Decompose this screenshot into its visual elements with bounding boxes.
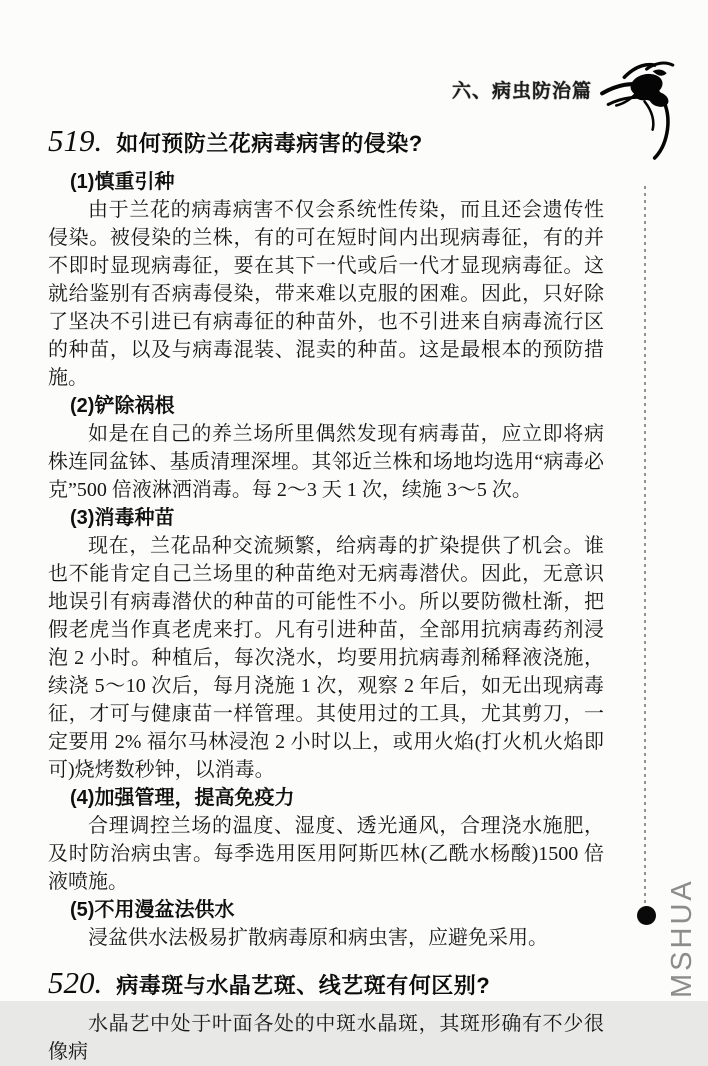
subheading-2: (2)铲除祸根 (70, 395, 175, 417)
question-520-title (48, 966, 604, 1001)
question-519-number: 519. (48, 123, 103, 158)
subheading-1: (1)慎重引种 (70, 171, 175, 193)
orchid-brush-illustration (594, 55, 690, 161)
paragraph-5: 浸盆供水法极易扩散病毒原和病虫害，应避免采用。 (88, 927, 548, 949)
question-520-title-text: 病毒斑与水晶艺斑、线艺斑有何区别? (116, 973, 491, 998)
subheading-3: (3)消毒种苗 (70, 507, 175, 529)
text-block (48, 124, 604, 1066)
paragraph-4: 合理调控兰场的温度、湿度、透光通风，合理浇水施肥，及时防治病虫害。每季选用医用阿斯匹林(乙酰水杨酸)1500 倍液喷施。 (48, 815, 604, 893)
question-519-title-text: 如何预防兰花病毒病害的侵染? (116, 131, 423, 156)
question-520-number: 520. (48, 965, 103, 1000)
margin-dotted-line (644, 186, 646, 904)
subheading-4: (4)加强管理，提高免疫力 (70, 787, 295, 809)
question-519-title (48, 124, 604, 159)
page-marker-dot (637, 906, 656, 925)
paragraph-6: 水晶艺中处于叶面各处的中斑水晶斑，其斑形确有不少很像病 (48, 1013, 604, 1063)
watermark-text: MSHUA (666, 878, 698, 998)
subheading-5: (5)不用漫盆法供水 (70, 899, 235, 921)
paragraph-1: 由于兰花的病毒病害不仅会系统性传染，而且还会遗传性侵染。被侵染的兰株，有的可在短时间内出现病毒征，有的并不即时显现病毒征，要在其下一代或后一代才显现病毒征。这就给鉴别有否病毒侵染，带来难以克服的困难。因此，只好除了坚决不引进已有病毒征的种苗外，也不引进来自病毒流行区的种苗，以及与病毒混装、混卖的种苗。这是最根本的预防措施。 (48, 199, 604, 389)
running-head-section-label: 六、病虫防治篇 (452, 81, 593, 102)
paragraph-2: 如是在自己的养兰场所里偶然发现有病毒苗，应立即将病株连同盆钵、基质清理深埋。其邻近兰株和场地均选用“病毒必克”500 倍液淋洒消毒。每 2～3 天 1 次，续施 3～5 次。 (48, 423, 604, 501)
paragraph-3: 现在，兰花品种交流频繁，给病毒的扩染提供了机会。谁也不能肯定自己兰场里的种苗绝对无病毒潜伏。因此，无意识地误引有病毒潜伏的种苗的可能性不小。所以要防微杜渐，把假老虎当作真老虎来打。凡有引进种苗，全部用抗病毒药剂浸泡 2 小时。种植后，每次浇水，均要用抗病毒剂稀释液浇施，续浇 5～10 次后，每月浇施 1 次，观察 2 年后，如无出现病毒征，才可与健康苗一样管理。其使用过的工具，尤其剪刀，一定要用 2% 福尔马林浸泡 2 小时以上，或用火焰(打火机火焰即可)烧烤数秒钟，以消毒。 (48, 535, 604, 781)
